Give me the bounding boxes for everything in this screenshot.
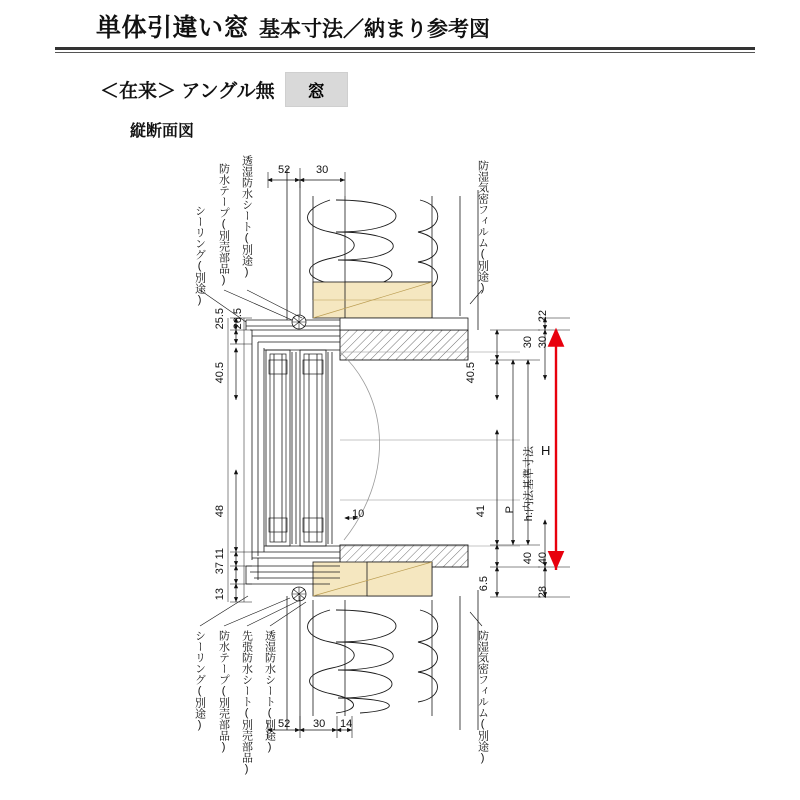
dim-right-inner-6-5: 6.5	[478, 576, 490, 592]
callout-bottom-right-1: 防湿気密フィルム(別途)	[476, 630, 489, 764]
dim-right-outer-30: 30	[537, 336, 549, 349]
dim-right-inner-30: 30	[522, 336, 534, 349]
dim-bottom-52: 52	[278, 718, 291, 730]
dim-left-37: 37	[214, 562, 226, 575]
callout-bottom-left-3: 先張防水シート(別売部品)	[240, 630, 253, 775]
dim-right-inner-40: 40	[522, 552, 534, 565]
section-label: 縦断面図	[130, 123, 195, 140]
dim-label-h: H	[541, 443, 551, 458]
title-main: 単体引違い窓	[96, 14, 250, 42]
callout-top-left-2: 防水テープ(別売部品)	[217, 163, 230, 286]
callout-top-left-3: 透湿防水シート(別途)	[240, 155, 253, 278]
callout-bottom-left-2: 防水テープ(別売部品)	[217, 630, 230, 753]
dim-bottom-30: 30	[313, 718, 326, 730]
spec-text: ＜在来＞ アングル無	[100, 81, 275, 102]
dim-right-outer-22: 22	[537, 310, 549, 323]
dim-left-11: 11	[214, 548, 226, 560]
dim-right-outer-28: 28	[537, 586, 549, 599]
dim-label-p: P	[504, 506, 516, 514]
dim-top-52: 52	[278, 164, 291, 176]
dim-bottom-14: 14	[340, 718, 353, 730]
callout-top-right-1: 防湿気密フィルム(別途)	[476, 160, 489, 294]
dim-left-25-5: 25.5	[214, 308, 226, 330]
dim-left-40-5: 40.5	[214, 362, 226, 384]
dim-top-30: 30	[316, 164, 329, 176]
dim-left-48: 48	[214, 505, 226, 518]
dim-inner-10: 10	[352, 508, 365, 520]
callout-top-left-1: シーリング(別途)	[193, 205, 206, 306]
dim-right-inner-41: 41	[475, 505, 487, 518]
callout-bottom-left-4: 透湿防水シート(別途)	[263, 630, 276, 753]
status-badge: 窓	[285, 72, 348, 107]
dim-label-h-inner: h:内法基準寸法	[523, 446, 535, 522]
callout-bottom-left-1: シーリング(別途)	[193, 630, 206, 731]
dim-left-13: 13	[214, 588, 226, 601]
dim-left-26-5: 26.5	[232, 308, 244, 330]
dim-right-outer-40: 40	[537, 552, 549, 565]
dim-right-inner-40-5: 40.5	[465, 362, 477, 384]
title-sub: 基本寸法／納まり参考図	[259, 18, 491, 41]
